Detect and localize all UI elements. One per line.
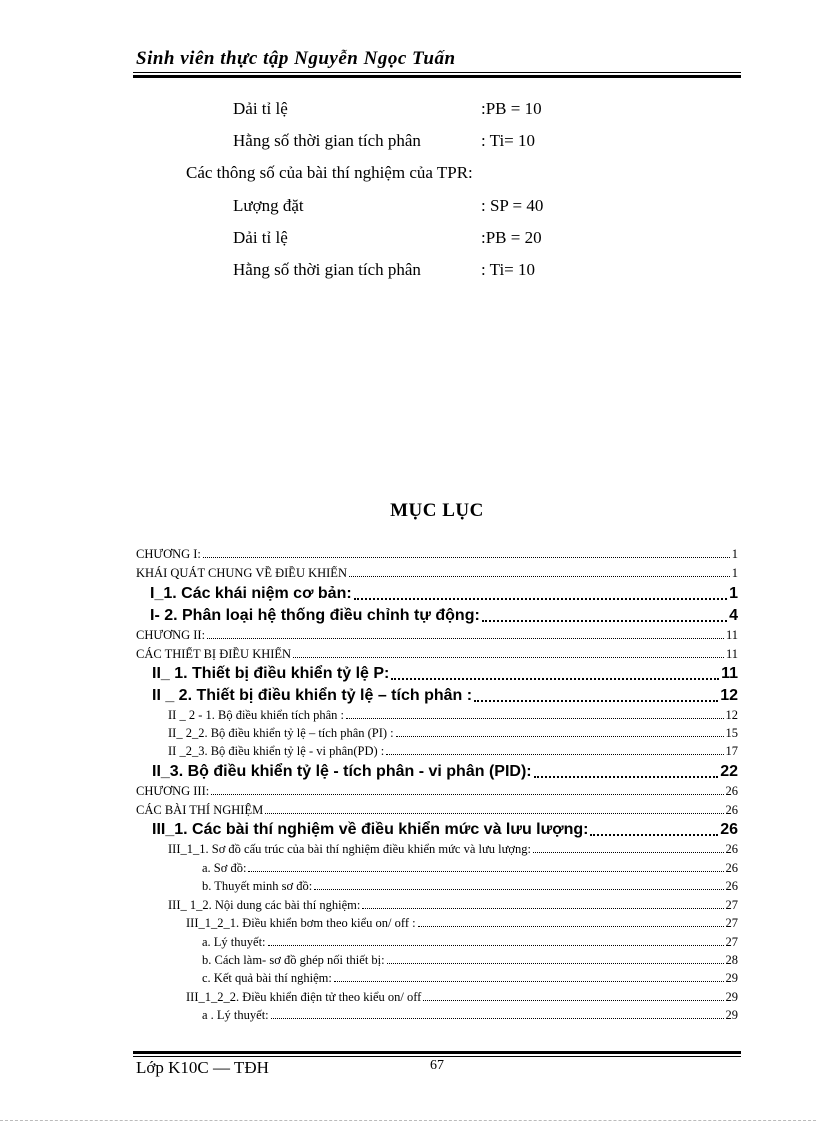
toc-page-number: 27 (725, 916, 738, 930)
toc-entry[interactable] (202, 861, 738, 876)
toc-page-number: 26 (725, 803, 738, 817)
toc-entry-text: II_ 1. Thiết bị điều khiển tỷ lệ P: (152, 665, 390, 682)
toc-page-number: 26 (725, 861, 738, 875)
toc-entry-text: b. Cách làm- sơ đồ ghép nối thiết bị: (202, 953, 385, 967)
toc-entry[interactable] (136, 803, 738, 818)
toc-entry-text: I_1. Các khái niệm cơ bản: (150, 585, 352, 602)
toc-entry[interactable] (202, 935, 738, 950)
toc-entry[interactable] (152, 687, 738, 705)
toc-leader (423, 1000, 723, 1001)
toc-leader (362, 908, 723, 909)
toc-leader (268, 945, 724, 946)
toc-entry[interactable] (202, 971, 738, 986)
toc-leader (533, 852, 724, 853)
header-rule-thin (133, 72, 741, 73)
toc-entry-text: III_1_2_2. Điều khiển điện tử theo kiểu on/ off (186, 990, 422, 1004)
toc-entry[interactable] (168, 726, 738, 741)
param-value: : Ti= 10 (481, 260, 536, 279)
param-label: Dải tỉ lệ (233, 228, 288, 247)
toc-title: MỤC LỤC (390, 500, 484, 521)
toc-entry[interactable] (202, 953, 738, 968)
toc-leader (346, 718, 723, 719)
param-value: :PB = 10 (481, 99, 542, 118)
toc-page-number: 11 (721, 665, 738, 682)
toc-entry[interactable] (168, 898, 738, 913)
toc-entry-text: II_3. Bộ điều khiển tỷ lệ - tích phân - vi phân (PID): (152, 763, 532, 780)
toc-page-number: 11 (725, 628, 738, 642)
toc-entry-text: III_1_2_1. Điều khiển bơm theo kiểu on/ off : (186, 916, 416, 930)
toc-entry-text: a. Lý thuyết: (202, 935, 266, 949)
toc-leader (293, 657, 724, 658)
toc-entry-text: CÁC BÀI THÍ NGHIỆM (136, 803, 264, 817)
page-bottom-edge (0, 1120, 816, 1121)
toc-entry[interactable] (168, 744, 738, 759)
toc-page-number: 12 (725, 708, 738, 722)
toc-entry-text: c. Kết quả bài thí nghiệm: (202, 971, 332, 985)
toc-entry-text: CHƯƠNG I: (136, 547, 201, 561)
param-value: :PB = 20 (481, 228, 542, 247)
footer-class-label: Lớp K10C — TĐH (136, 1058, 269, 1077)
toc-entry[interactable] (136, 784, 738, 799)
toc-entry[interactable] (186, 990, 738, 1005)
toc-leader (211, 794, 723, 795)
toc-entry-text: I- 2. Phân loại hệ thống điều chỉnh tự động: (150, 607, 480, 624)
toc-leader (386, 754, 723, 755)
toc-entry[interactable] (150, 607, 738, 625)
toc-entry-text: III_1_1. Sơ đồ cấu trúc của bài thí nghiệm điều khiển mức và lưu lượng: (168, 842, 531, 856)
toc-entry[interactable] (186, 916, 738, 931)
toc-page-number: 28 (725, 953, 738, 967)
toc-page-number: 4 (729, 607, 738, 624)
toc-leader (354, 598, 727, 600)
toc-page-number: 22 (720, 763, 738, 780)
toc-page-number: 26 (720, 821, 738, 838)
toc-entry-text: CHƯƠNG II: (136, 628, 206, 642)
toc-page-number: 27 (725, 935, 738, 949)
toc-entry-text: II_ 2_2. Bộ điều khiển tỷ lệ – tích phân (PI) : (168, 726, 394, 740)
toc-leader (474, 700, 718, 702)
footer-rule-thin (133, 1056, 741, 1057)
toc-leader (265, 813, 723, 814)
toc-entry[interactable] (168, 708, 738, 723)
toc-leader (207, 638, 724, 639)
param-value: : SP = 40 (481, 196, 544, 215)
toc-entry-text: CÁC THIẾT BỊ ĐIỀU KHIỂN (136, 647, 292, 661)
toc-entry[interactable] (202, 1008, 738, 1023)
toc-entry-text: II _2_3. Bộ điều khiển tỷ lệ - vi phân(PD) : (168, 744, 385, 758)
toc-page-number: 1 (729, 585, 738, 602)
toc-page-number: 1 (731, 566, 738, 580)
param-label: Lượng đặt (233, 196, 304, 215)
toc-leader (203, 557, 730, 558)
toc-page-number: 12 (720, 687, 738, 704)
header-rule-thick (133, 75, 741, 78)
param-label: Dải tỉ lệ (233, 99, 288, 118)
toc-page-number: 26 (725, 879, 738, 893)
toc-entry[interactable] (136, 566, 738, 581)
toc-leader (248, 871, 723, 872)
param-label: Hằng số thời gian tích phân (233, 260, 421, 279)
tpr-heading: Các thông số của bài thí nghiệm của TPR: (186, 163, 473, 182)
toc-leader (396, 736, 724, 737)
param-value: : Ti= 10 (481, 131, 536, 150)
toc-entry-text: a. Sơ đồ: (202, 861, 247, 875)
toc-entry[interactable] (136, 547, 738, 562)
toc-entry[interactable] (202, 879, 738, 894)
toc-entry[interactable] (152, 763, 738, 781)
toc-entry[interactable] (152, 821, 738, 839)
toc-entry-text: II _ 2. Thiết bị điều khiển tỷ lệ – tích phân : (152, 687, 473, 704)
toc-leader (482, 620, 727, 622)
toc-entry[interactable] (152, 665, 738, 683)
toc-entry-text: b. Thuyết minh sơ đồ: (202, 879, 313, 893)
toc-page-number: 26 (725, 842, 738, 856)
toc-entry-text: KHÁI QUÁT CHUNG VỀ ĐIỀU KHIỂN (136, 566, 347, 580)
toc-leader (534, 776, 719, 778)
toc-page-number: 15 (725, 726, 738, 740)
toc-leader (334, 981, 724, 982)
toc-page-number: 17 (725, 744, 738, 758)
toc-page-number: 29 (725, 1008, 738, 1022)
toc-entry[interactable] (136, 647, 738, 662)
toc-leader (391, 678, 719, 680)
toc-leader (314, 889, 723, 890)
toc-entry-text: III_ 1_2. Nội dung các bài thí nghiệm: (168, 898, 361, 912)
toc-page-number: 29 (725, 971, 738, 985)
toc-leader (387, 963, 724, 964)
toc-page-number: 27 (725, 898, 738, 912)
param-label: Hằng số thời gian tích phân (233, 131, 421, 150)
toc-leader (349, 576, 730, 577)
toc-page-number: 29 (725, 990, 738, 1004)
toc-entry[interactable] (150, 585, 738, 603)
toc-entry[interactable] (168, 842, 738, 857)
toc-page-number: 11 (725, 647, 738, 661)
footer-rule-thick (133, 1051, 741, 1054)
toc-page-number: 1 (731, 547, 738, 561)
toc-leader (418, 926, 724, 927)
footer-page-number: 67 (430, 1058, 444, 1073)
toc-entry-text: a . Lý thuyết: (202, 1008, 269, 1022)
toc-leader (590, 834, 718, 836)
toc-entry-text: III_1. Các bài thí nghiệm về điều khiển mức và lưu lượng: (152, 821, 589, 838)
toc-entry-text: II _ 2 - 1. Bộ điều khiển tích phân : (168, 708, 345, 722)
header-title: Sinh viên thực tập Nguyễn Ngọc Tuấn (136, 48, 456, 69)
toc-entry[interactable] (136, 628, 738, 643)
toc-leader (271, 1018, 724, 1019)
toc-page-number: 26 (725, 784, 738, 798)
toc-entry-text: CHƯƠNG III: (136, 784, 210, 798)
